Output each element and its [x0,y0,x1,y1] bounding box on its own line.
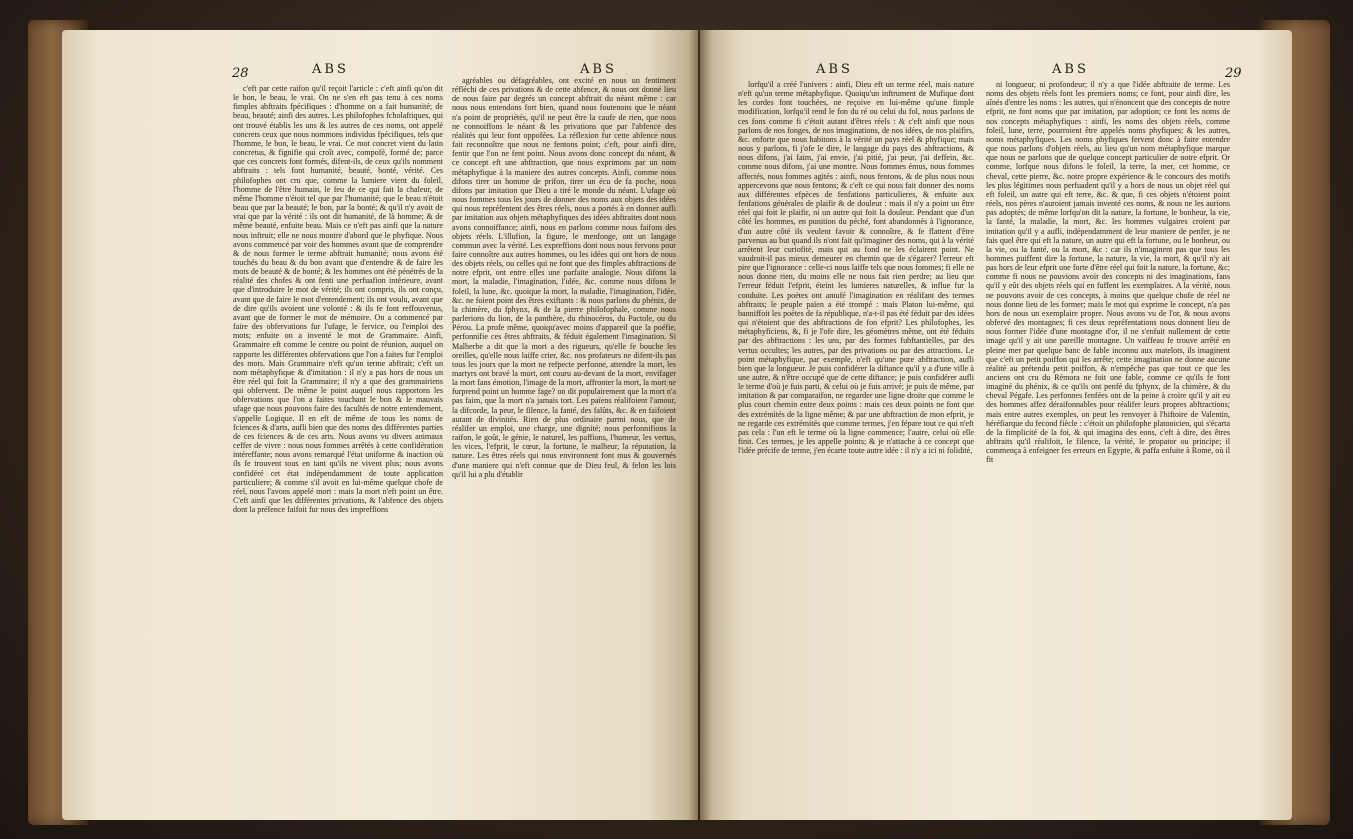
right-page-column-2 [986,80,1230,820]
right-page-column-1 [738,80,974,820]
left-column-1-text: c'eft par cette raifon qu'il reçoit l'article : c'eft ainfi qu'on dit le bon, le beau, le vrai. On ne s'en eft pas tenu à ces noms fimples abftraits fpécifiques : d'homme on a fait humanité; de beau, beauté; ainfi des autres. Les philofophes fcholaftiques, qui ont trouvé établis les uns & les autres de ces noms, ont appelé concrets ceux que nous nommons individus fpécifiques, tels que l'homme, le bon, le beau, le vrai. Ce mot concret vient du latin concretus, & fignifie qui croît avec, compofé, formé de; parce que ces concrets font formés, difent-ils, de ceux qu'ils nomment abftraits : tels font humanité, beauté, bonté, vérité. Ces philofophes ont cru que, comme la lumiere vient du foleil, l'homme de l'être humain, le feu de ce qui fait la chaleur, de même l'homme n'étoit tel que par l'humanité; que le beau n'étoit beau que par la beauté; le bon, par la bonté; & qu'il n'y avoit de vrai que par la vérité : ils ont dit humanité, de là homme; & de même beauté, enfuite beau. Mais ce n'eft pas ainfi que la nature nous inftruit; elle ne nous montre d'abord que le phyfique. Nous avons commencé par voir des hommes avant que de comprendre & de nous former le terme abftrait humanité; nous avons été touchés du beau & du bon avant que d'entendre & de faire les mots de beauté & de bonté; & les hommes ont été pénétrés de la réalité des chofes & ont fenti une perfuafion intérieure, avant que d'introduire le mot de vérité; ils ont compris, ils ont conçu, avant que de faire le mot d'entendement; ils ont voulu, avant que de dire qu'ils avoient une volonté : & ils fe font reffouvenus, avant que de former le mot de mémoire. On a commencé par faire des obfervations fur l'ufage, le fervice, ou l'emploi des mots; enfuite on a inventé le mot de Grammaire. Ainfi, Grammaire eft comme le centre ou point de réunion, auquel on rapporte les différentes obfervations que l'on a faites fur l'emploi des mots. Mais Grammaire n'eft qu'un terme abftrait; c'eft un nom métaphyfique & d'imitation : il n'y a pas hors de nous un être réel qui foit la Grammaire; il n'y a que des grammairiens qui obfervent. De même le point auquel nous rapportons les obfervations que l'on a faites touchant le bon & le mauvais ufage que nous pouvons faire des facultés de notre entendement, s'appelle Logique. Il en eft de même de tous les noms de fciences & d'arts, aufli bien que des noms des différentes parties de ces fciences & de ces arts. Nous avons vu divers animaux ceffer de vivre : nous nous fommes arrêtés à cette confidération intéreffante; nous avons remarqué l'état uniforme & inaction où ils fe trouvent tous en tant qu'ils ne vivent plus; nous avons confidéré cet état indépendamment de toute application particuliere; & comme s'il avoit en lui-même quelque chofe de réel, nous l'avons appelé mort : mais la mort n'eft point un être. C'eft ainfi que les différentes privations, & l'abfence des objets dont la préfence faifoit fur nous des impreffions [233,84,443,515]
right-column-1-text: lorfqu'il a créé l'univers : ainfi, Dieu eft un terme réel, mais nature n'eft qu'un terme métaphyfique. Quoiqu'un inftrument de Mufique dont les cordes font touchées, ne reçoive en lui-même qu'une fimple modification, lorfqu'il rend le fon du ré ou celui du fol, nous parlons de ces fons comme fi c'étoit autant d'êtres réels : & c'eft ainfi que nous parlons de nos fonges, de nos imaginations, de nos idées, de nos plaifirs, &c. enforte que nous habitons à la vérité un pays réel & phyfique; mais nous y parlons, fi j'ofe le dire, le langage du pays des abftractions, & nous difons, j'ai faim, j'ai envie, j'ai pitié, j'ai peur, j'ai deffein, &c. comme nous difons, j'ai une montre. Nous fommes émus, nous fommes affectés, nous fommes agités : ainfi, nous fentons, & de plus nous nous appercevons que nous fentons; & c'eft ce qui nous fait donner des noms aux différentes efpèces de fenfations particulieres, & enfuite aux fenfations générales de plaifir & de douleur : mais il n'y a point un être réel qui foit le plaifir, ni un autre qui foit la douleur. Pendant que d'un côté les hommes, en punition du péché, font abandonnés à l'ignorance, d'un autre côté ils veulent favoir & connoître, & fe flattent d'être parvenus au but quand ils n'ont fait qu'imaginer des noms, qui à la vérité arrêtent leur curiofité, mais qui au fond ne les éclairent point. Ne vaudroit-il pas mieux demeurer en chemin que de s'égarer? l'erreur eft pire que l'ignorance : celle-ci nous laiffe tels que nous fommes; fi elle ne nous donne rien, du moins elle ne nous fait rien perdre; au lieu que l'erreur féduit l'efprit, éteint les lumieres naturelles, & influe fur la conduite. Les poètes ont amufé l'imagination en réalifant des termes abftraits; le peuple païen a été trompé : mais Platon lui-même, qui banniffoit les poètes de fa république, n'a-t-il pas été féduit par des idées qui n'étoient que des abftractions de fon efprit? Les philofophes, les métaphyficiens, &, fi je l'ofe dire, les géomètres même, ont été féduits par des abftractions : les uns, par des formes fubftantielles, par des vertus occultes; les autres, par des privations ou par des attractions. Le point métaphyfique, par exemple, n'eft qu'une pure abftraction, aufli bien que la longueur. Je puis confidérer la diftance qu'il y a d'une ville à une autre, & n'être occupé que de cette diftance; je puis confidérer aufli le terme d'où je fuis parti, & celui où je fuis arrivé; je puis de même, par imitation & par comparaifon, ne regarder une ligne droite que comme le plus court chemin entre deux points : mais ces deux points ne font que des extrémités de la ligne même; & par une abftraction de mon efprit, je ne regarde ces extrémités que comme termes, j'en fépare tout ce qui n'eft pas cela : l'un eft le terme où la ligne commence; l'autre, celui où elle finit. Ces termes, je les appelle points; & je n'attache à ce concept que l'idée précife de terme, j'en écarte toute autre idée : il n'y a ici ni folidité, [738,80,974,456]
left-column-2-heading: ABS [580,62,617,77]
left-page-number: 28 [232,66,249,81]
left-column-2-text: agréables ou défagréables, ont excité en nous un fentiment réfléchi de ces privations & de cette abfence, & nous ont donné lieu de nous faire par degrés un concept abftrait du néant même : car nous nous entendons fort bien, quand nous foutenons que le néant n'a point de propriétés, qu'il ne peut être la caufe de rien, que nous ne connoiffons le néant & les privations que par l'abfence des réalités qui leur font oppofées. La réflexion fur cette abfence nous fait reconnoître que nous ne fentons point; c'eft, pour ainfi dire, fentir que l'on ne fent point. Nous avons donc concept du néant, & ce concept eft une abftraction, que nous exprimons par un nom métaphyfique à la maniere des autres concepts. Ainfi, comme nous difons tirer un homme de prifon, tirer un écu de fa poche, nous difons par imitation que Dieu a tiré le monde du néant. L'ufage où nous fommes tous les jours de donner des noms aux objets des idées qui nous repréfentent des êtres réels, nous a portés à en donner aufli par imitation aux objets métaphyfiques des idées abftraites dont nous avons connoiffance; ainfi, nous en parlons comme nous faifons des objets réels. L'illufion, la figure, le menfonge, ont un langage commun avec la vérité. Les expreffions dont nous nous fervons pour faire connoître aux autres hommes, ou les idées qui ont hors de nous des objets réels, ou celles qui ne font que des fimples abftractions de notre efprit, ont entre elles une parfaite analogie. Nous difons la mort, la maladie, l'imagination, l'idée, &c. comme nous difons le foleil, la lune, &c. quoique la mort, la maladie, l'imagination, l'idée, &c. ne foient point des êtres exiftants : & nous parlons du phénix, de la chimère, du fphynx, & de la pierre philofophale, comme nous parlerions du lion, de la panthère, du rhinocéros, du Pactole, ou du Pérou. La profe même, quoiqu'avec moins d'appareil que la poéfie, perfonnifie ces êtres abftraits, & féduit également l'imagination. Si Malherbe a dit que la mort a des rigueurs, qu'elle fe bouche les oreilles, qu'elle nous laiffe crier, &c. nos profateurs ne difent-ils pas tous les jours que la mort ne refpecte perfonne, attendre la mort, les martyrs ont bravé la mort, ont couru au-devant de la mort, envifager la mort fans émotion, l'image de la mort, affronter la mort, la mort ne furprend point un homme fage? on dit populairement que la mort n'a pas faim, que la mort n'a jamais tort. Les païens réalifoient l'amour, la difcorde, la peur, le filence, la fanté, des falûts, &c. & en faifoient autant de divinités. Rien de plus ordinaire parmi nous, que de réalifer un emploi, une charge, une dignité; nous perfonnifions la raifon, le goût, le génie, le naturel, les paffions, l'humeur, les vertus, les vices, l'efprit, le cœur, la fortune, le malheur, la réputation, la nature. Les êtres réels qui nous environnent font mus & gouvernés d'une maniere qui n'eft connue que de Dieu feul, & felon les lois qu'il lui a plu d'établir [452,76,676,479]
right-column-2-text: ni longueur, ni profondeur; il n'y a que l'idée abftraite de terme. Les noms des objets réels font les premiers noms; ce font, pour ainfi dire, les aînés d'entre les noms : les autres, qui n'énoncent que des concepts de notre efprit, ne font noms que par imitation, par adoption; ce font les noms de nos concepts métaphyfiques : ainfi, les noms des objets réels, comme foleil, lune, terre, pourroient être appelés noms phyfiques; & les autres, noms métaphyfiques. Les noms phyfiques fervent donc à faire entendre que nous parlons d'objets réels, au lieu qu'un nom métaphyfique marque que nous ne parlons que de quelque concept particulier de notre efprit. Or comme, lorfque nous difons le foleil, la terre, la mer, cet homme, ce cheval, cette pierre, &c. notre propre expérience & le concours des motifs les plus légitimes nous perfuadent qu'il y a hors de nous un objet réel qui eft foleil, un autre qui eft terre, &c. & que, fi ces objets n'étoient point réels, nos pères n'auroient jamais inventé ces noms, & nous ne les aurions pas adoptés; de même lorfqu'on dit la nature, la fortune, le bonheur, la vie, la fanté, la maladie, la mort, &c. les hommes vulgaires croient par imitation qu'il y a aufli, indépendamment de leur maniere de penfer, je ne fais quel être qui eft la nature, un autre qui eft la fortune, ou le bonheur, ou la vie, ou la fanté, ou la mort, &c : car ils n'imaginent pas que tous les hommes puiffent dire la fortune, la nature, la vie, la mort, & qu'il n'y ait pas hors de leur efprit une forte d'être réel qui foit la nature, la fortune, &c; comme fi nous ne pouvions avoir des concepts ni des imaginations, fans qu'il y eût des objets réels qui en fuffent les exemplaires. A la vérité, nous ne pouvons avoir de ces concepts, à moins que quelque chofe de réel ne nous donne lieu de les former; mais le mot qui exprime le concept, n'a pas hors de nous un exemplaire propre. Nous avons vu de l'or, & nous avons obfervé des montagnes; fi ces deux repréfentations nous donnent lieu de nous former l'idée d'une montagne d'or, il ne s'enfuit nullement de cette image qu'il y ait une pareille montagne. Un vaiffeau fe trouve arrêté en pleine mer par quelque banc de fable inconnu aux matelots, ils imaginent que c'eft un petit poiffon qui les arrête; cette imagination ne donne aucune réalité au prétendu petit poiffon, & n'empêche pas que tout ce que les anciens ont cru du Rémora ne foit une fable, comme ce qu'ils fe font imaginé du phénix, & ce qu'ils ont penfé du fphynx, de la chimère, & du cheval Pégafe. Les perfonnes fenfées ont de la peine à croire qu'il y ait eu des hommes affez déraifonnables pour réalifer leurs propres abftractions; mais entre autres exemples, on peut les renvoyer à l'hiftoire de Valentin, héréfiarque du fecond fiècle : c'étoit un philofophe platonicien, qui s'écarta de la fimplicité de la foi, & qui imagina des eons, c'eft à dire, des êtres abftraits qu'il réalifoit, le filence, la vérité, le propator ou principe; il commença à enfeigner fes erreurs en Egypte, & paffa enfuite à Rome, où il fit [986,80,1230,465]
right-column-2-heading: ABS [1052,62,1089,77]
left-column-1-heading: ABS [312,62,349,77]
left-page-column-2 [452,76,676,788]
right-column-1-heading: ABS [816,62,853,77]
left-page-column-1 [233,84,443,820]
book-gutter [688,30,712,820]
right-page-number: 29 [1225,66,1242,81]
